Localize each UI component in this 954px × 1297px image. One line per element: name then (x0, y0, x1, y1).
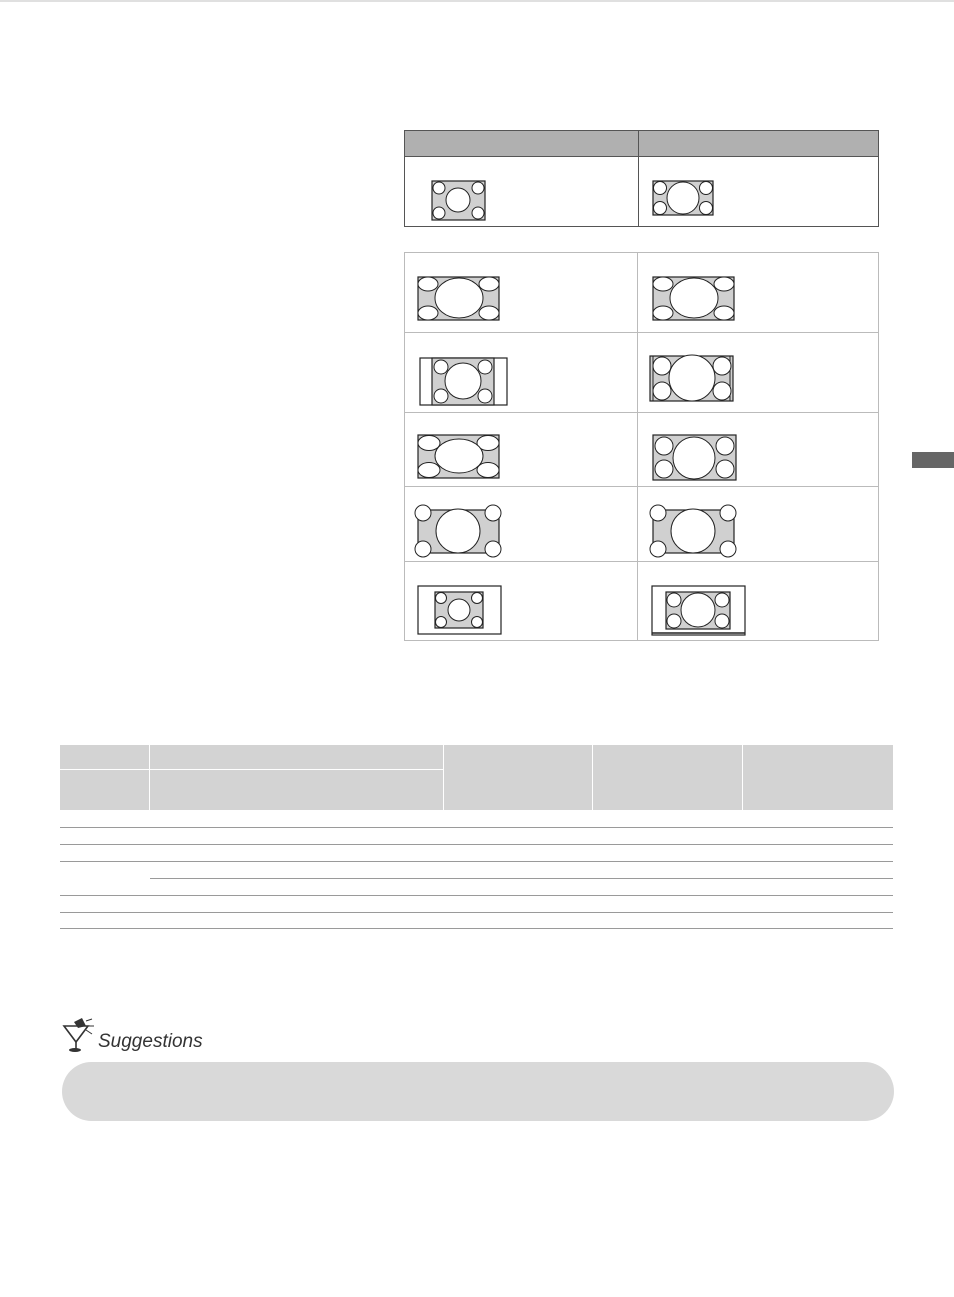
header-divider (742, 745, 743, 810)
zoom-crop-alt-icon (652, 509, 736, 555)
table-row (60, 912, 893, 913)
wide-zoom-left-icon (417, 276, 501, 322)
full-wide-icon (417, 434, 501, 480)
header-divider (592, 745, 593, 810)
signal-spec-table (60, 745, 893, 929)
aspect-compare-header (405, 131, 878, 157)
suggestions-title: Suggestions (98, 1031, 203, 1052)
boxed-small-icon (417, 585, 503, 635)
table-row (150, 878, 893, 879)
table-row (60, 861, 893, 862)
table-row (60, 895, 893, 896)
row-divider (405, 561, 878, 562)
header-divider (443, 745, 444, 810)
boxed-wide-icon (651, 585, 747, 637)
full-fit-icon (652, 434, 738, 482)
row-divider (405, 486, 878, 487)
lamp-icon (60, 1018, 96, 1054)
picture-16x9-icon (652, 180, 714, 216)
table-row (60, 928, 893, 929)
row-divider (405, 332, 878, 333)
table-row (60, 827, 893, 828)
section-tab (912, 452, 954, 468)
picture-4x3-icon (431, 180, 487, 222)
column-divider (638, 131, 639, 226)
normal-pillarbox-icon (419, 357, 509, 407)
table-row (60, 844, 893, 845)
column-divider (637, 253, 638, 640)
header-divider (149, 745, 150, 810)
row-divider (405, 412, 878, 413)
wide-zoom-right-icon (652, 276, 736, 322)
header-divider (60, 769, 443, 770)
top-rule (0, 0, 954, 2)
full-stretch-icon (649, 355, 735, 403)
suggestions-box (62, 1062, 894, 1121)
spec-table-header (60, 745, 893, 810)
zoom-crop-icon (417, 509, 501, 555)
